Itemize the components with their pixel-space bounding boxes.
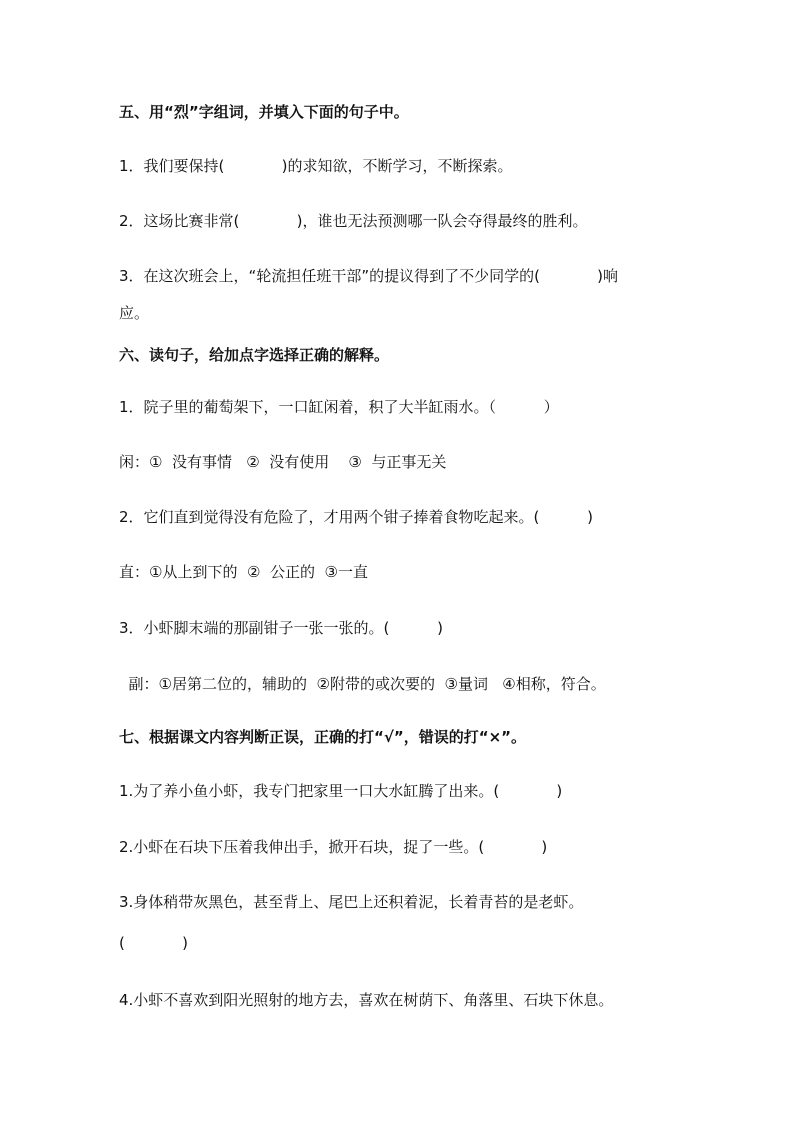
section-5-heading: 五、用“烈”字组词，并填入下面的句子中。 — [119, 103, 409, 121]
question-7-1: 1.为了养小鱼小虾，我专门把家里一口大水缸腾了出来。( ) — [119, 782, 563, 800]
question-6-1-options: 闲：① 没有事情 ② 没有使用 ③ 与正事无关 — [119, 453, 447, 471]
question-6-2-options: 直：①从上到下的 ② 公正的 ③一直 — [119, 563, 368, 581]
section-6-heading: 六、读句子，给加点字选择正确的解释。 — [119, 346, 390, 364]
question-7-3-answer-blank: ( ) — [119, 934, 188, 952]
question-5-3: 3．在这次班会上，“轮流担任班干部”的提议得到了不少同学的( )响 — [119, 267, 619, 285]
question-5-2: 2．这场比赛非常( )，谁也无法预测哪一队会夺得最终的胜利。 — [119, 212, 588, 230]
question-5-3-continuation: 应。 — [119, 304, 150, 322]
question-5-1: 1．我们要保持( )的求知欲，不断学习，不断探索。 — [119, 157, 513, 175]
question-7-4: 4.小虾不喜欢到阳光照射的地方去，喜欢在树荫下、角落里、石块下休息。 — [119, 991, 614, 1009]
section-7-heading: 七、根据课文内容判断正误，正确的打“√”，错误的打“×”。 — [119, 728, 527, 746]
question-6-2: 2．它们直到觉得没有危险了，才用两个钳子捧着食物吃起来。( ) — [119, 508, 593, 526]
question-6-3-options: 副：①居第二位的，辅助的 ②附带的或次要的 ③量词 ④相称，符合。 — [119, 675, 606, 693]
question-7-3: 3.身体稍带灰黑色，甚至背上、尾巴上还积着泥，长着青苔的是老虾。 — [119, 893, 584, 911]
question-6-3: 3．小虾脚末端的那副钳子一张一张的。( ) — [119, 619, 443, 637]
question-6-1: 1．院子里的葡萄架下，一口缸闲着，积了大半缸雨水。（ ） — [119, 398, 559, 416]
question-7-2: 2.小虾在石块下压着我伸出手，掀开石块，捉了一些。( ) — [119, 838, 548, 856]
